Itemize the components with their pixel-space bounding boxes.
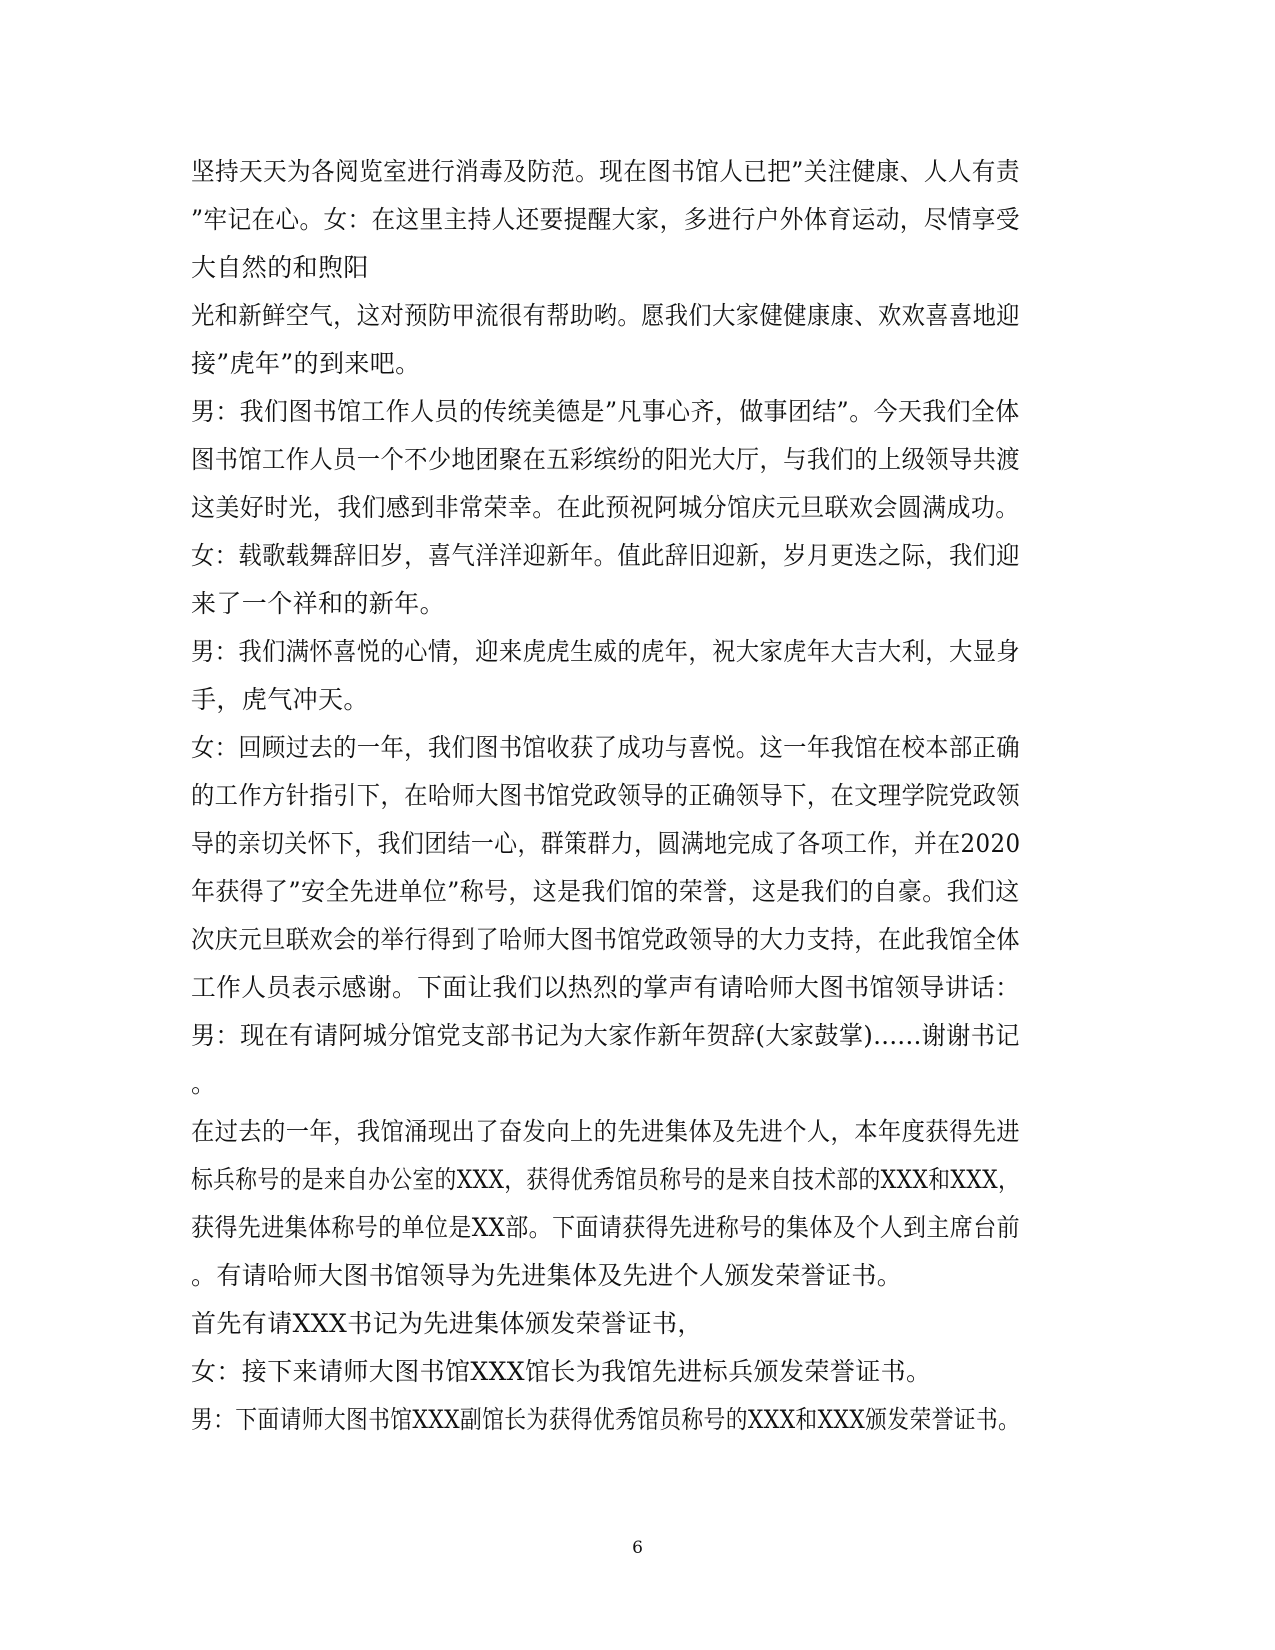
text-line: 首先有请XXX书记为先进集体颁发荣誉证书， <box>191 1309 703 1338</box>
text-line: 手，虎气冲天。 <box>191 685 369 714</box>
text-line: 男：我们满怀喜悦的心情，迎来虎虎生威的虎年，祝大家虎年大吉大利，大显身 <box>191 637 1021 666</box>
text-line: 光和新鲜空气，这对预防甲流很有帮助哟。愿我们大家健健康康、欢欢喜喜地迎 <box>191 301 1021 330</box>
text-line: 女：回顾过去的一年，我们图书馆收获了成功与喜悦。这一年我馆在校本部正确 <box>191 733 1021 762</box>
text-line: 女：载歌载舞辞旧岁，喜气洋洋迎新年。值此辞旧迎新，岁月更迭之际，我们迎 <box>191 541 1021 570</box>
text-line: 。有请哈师大图书馆领导为先进集体及先进个人颁发荣誉证书。 <box>191 1261 903 1290</box>
text-line: 女：接下来请师大图书馆XXX馆长为我馆先进标兵颁发荣誉证书。 <box>191 1357 932 1386</box>
text-line: 男：现在有请阿城分馆党支部书记为大家作新年贺辞(大家鼓掌)......谢谢书记 <box>191 1021 1020 1050</box>
text-line: 图书馆工作人员一个不少地团聚在五彩缤纷的阳光大厅，与我们的上级领导共渡 <box>191 445 1021 474</box>
text-line: 接”虎年”的到来吧。 <box>191 349 421 378</box>
text-line: 工作人员表示感谢。下面让我们以热烈的掌声有请哈师大图书馆领导讲话： <box>191 973 1021 1002</box>
text-line: 获得先进集体称号的单位是XX部。下面请获得先进称号的集体及个人到主席台前 <box>191 1213 1020 1242</box>
page-number: 6 <box>632 1538 643 1558</box>
text-line: ”牢记在心。女：在这里主持人还要提醒大家，多进行户外体育运动，尽情享受 <box>191 205 1020 234</box>
text-line: 。 <box>191 1069 217 1098</box>
text-line: 来了一个祥和的新年。 <box>191 589 446 618</box>
text-line: 年获得了”安全先进单位”称号，这是我们馆的荣誉，这是我们的自豪。我们这 <box>191 877 1020 906</box>
text-line: 大自然的和煦阳 <box>191 253 369 282</box>
text-line: 标兵称号的是来自办公室的XXX，获得优秀馆员称号的是来自技术部的XXX和XXX， <box>191 1165 1021 1194</box>
text-line: 导的亲切关怀下，我们团结一心，群策群力，圆满地完成了各项工作，并在2020 <box>191 829 1021 858</box>
text-line: 次庆元旦联欢会的举行得到了哈师大图书馆党政领导的大力支持，在此我馆全体 <box>191 925 1021 954</box>
text-line: 坚持天天为各阅览室进行消毒及防范。现在图书馆人已把”关注健康、人人有责 <box>191 157 1020 186</box>
text-line: 男：我们图书馆工作人员的传统美德是”凡事心齐，做事团结”。今天我们全体 <box>191 397 1020 426</box>
text-line: 男：下面请师大图书馆XXX副馆长为获得优秀馆员称号的XXX和XXX颁发荣誉证书。 <box>191 1405 1021 1434</box>
text-line: 的工作方针指引下，在哈师大图书馆党政领导的正确领导下，在文理学院党政领 <box>191 781 1021 810</box>
text-line: 在过去的一年，我馆涌现出了奋发向上的先进集体及先进个人，本年度获得先进 <box>191 1117 1021 1146</box>
text-line: 这美好时光，我们感到非常荣幸。在此预祝阿城分馆庆元旦联欢会圆满成功。 <box>191 493 1020 522</box>
